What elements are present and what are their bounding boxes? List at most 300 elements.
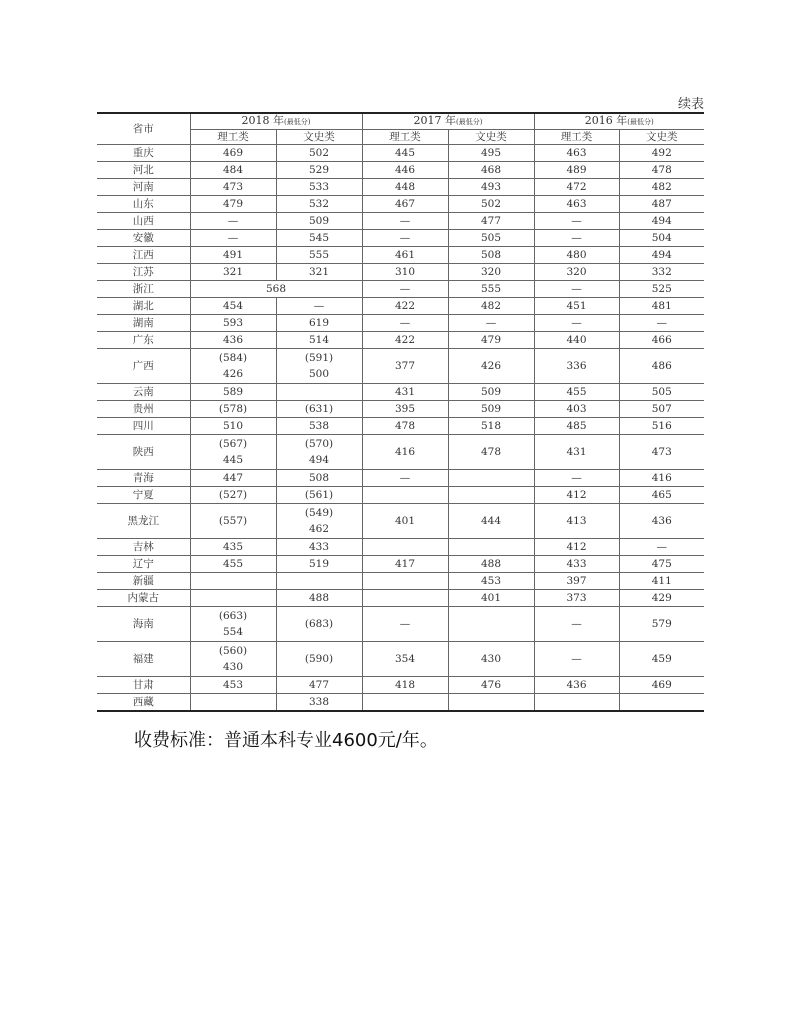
province-cell: 江西 bbox=[97, 247, 190, 264]
province-cell: 江苏 bbox=[97, 264, 190, 281]
score-value: — bbox=[227, 232, 239, 244]
score-cell bbox=[534, 349, 619, 384]
table-row bbox=[97, 179, 704, 196]
score-value: 440 bbox=[566, 334, 587, 346]
merged-score-cell: 568 bbox=[190, 281, 362, 298]
score-cell bbox=[534, 281, 619, 298]
score-value: — bbox=[227, 215, 239, 227]
score-cell bbox=[190, 642, 276, 677]
score-cell bbox=[619, 332, 704, 349]
score-value: 529 bbox=[308, 164, 330, 176]
score-value: 436 bbox=[222, 334, 244, 346]
score-cell bbox=[448, 384, 534, 401]
score-value: 401 bbox=[394, 515, 416, 527]
score-cell bbox=[362, 145, 448, 162]
score-cell bbox=[362, 642, 448, 677]
score-value: 395 bbox=[394, 403, 416, 415]
score-value: — bbox=[485, 317, 497, 329]
score-value: 554 bbox=[222, 626, 244, 638]
score-cell bbox=[362, 504, 448, 539]
score-cell bbox=[276, 418, 362, 435]
category-header-arts: 文史类 bbox=[276, 130, 362, 145]
score-cell bbox=[619, 470, 704, 487]
score-cell bbox=[276, 470, 362, 487]
score-value: 430 bbox=[480, 653, 502, 665]
score-cell bbox=[190, 539, 276, 556]
score-value: 436 bbox=[566, 679, 587, 691]
category-header-sci: 理工类 bbox=[534, 130, 619, 145]
score-value: 505 bbox=[480, 232, 502, 244]
score-value: 321 bbox=[308, 266, 330, 278]
score-value: 469 bbox=[651, 679, 672, 691]
score-value: — bbox=[656, 317, 667, 329]
score-value: 453 bbox=[222, 679, 244, 691]
table-row bbox=[97, 281, 704, 298]
score-cell bbox=[448, 539, 534, 556]
score-value: 401 bbox=[480, 592, 502, 604]
score-value: 455 bbox=[222, 558, 244, 570]
score-cell bbox=[619, 264, 704, 281]
score-cell bbox=[534, 230, 619, 247]
score-cell bbox=[190, 677, 276, 694]
score-cell bbox=[448, 607, 534, 642]
score-value: 433 bbox=[566, 558, 587, 570]
score-cell bbox=[534, 694, 619, 712]
score-cell bbox=[362, 332, 448, 349]
table-row bbox=[97, 487, 704, 504]
score-cell bbox=[448, 401, 534, 418]
score-value: 482 bbox=[480, 300, 502, 312]
continued-table-note: 续表 bbox=[677, 97, 704, 112]
score-cell bbox=[448, 196, 534, 213]
province-cell: 河南 bbox=[97, 179, 190, 196]
province-cell: 吉林 bbox=[97, 539, 190, 556]
score-value: 463 bbox=[566, 198, 587, 210]
score-cell bbox=[619, 487, 704, 504]
score-value: 431 bbox=[394, 386, 416, 398]
score-cell bbox=[534, 145, 619, 162]
province-cell: 青海 bbox=[97, 470, 190, 487]
score-value: 436 bbox=[651, 515, 672, 527]
score-value: — bbox=[571, 215, 582, 227]
score-cell bbox=[362, 401, 448, 418]
score-value: — bbox=[656, 541, 667, 553]
province-cell: 云南 bbox=[97, 384, 190, 401]
score-value: — bbox=[399, 618, 411, 630]
score-cell bbox=[619, 607, 704, 642]
province-cell: 四川 bbox=[97, 418, 190, 435]
score-cell bbox=[190, 504, 276, 539]
score-cell bbox=[190, 401, 276, 418]
score-value: 411 bbox=[651, 575, 672, 587]
score-cell bbox=[619, 247, 704, 264]
score-cell bbox=[190, 556, 276, 573]
score-cell bbox=[448, 332, 534, 349]
score-cell bbox=[619, 281, 704, 298]
province-cell: 辽宁 bbox=[97, 556, 190, 573]
province-cell: 陕西 bbox=[97, 435, 190, 470]
table-row bbox=[97, 145, 704, 162]
score-cell bbox=[448, 487, 534, 504]
score-value: — bbox=[571, 232, 582, 244]
score-value: 593 bbox=[222, 317, 244, 329]
score-value: — bbox=[571, 618, 582, 630]
score-cell bbox=[619, 213, 704, 230]
table-row bbox=[97, 196, 704, 213]
score-value: 508 bbox=[480, 249, 502, 261]
score-cell bbox=[534, 179, 619, 196]
score-cell bbox=[190, 349, 276, 384]
score-value: 485 bbox=[566, 420, 587, 432]
score-value: (631) bbox=[304, 403, 334, 415]
score-cell bbox=[619, 504, 704, 539]
score-value: 484 bbox=[222, 164, 244, 176]
score-value: 481 bbox=[651, 300, 672, 312]
table-row bbox=[97, 435, 704, 470]
score-value: 416 bbox=[651, 472, 672, 484]
table-row bbox=[97, 677, 704, 694]
score-cell bbox=[276, 401, 362, 418]
score-value: 377 bbox=[394, 360, 416, 372]
score-cell bbox=[448, 556, 534, 573]
score-value: — bbox=[399, 472, 411, 484]
score-value: 413 bbox=[566, 515, 587, 527]
score-cell bbox=[362, 435, 448, 470]
score-value: 354 bbox=[394, 653, 416, 665]
score-cell bbox=[190, 694, 276, 712]
score-value: 468 bbox=[480, 164, 502, 176]
score-cell bbox=[362, 247, 448, 264]
score-cell bbox=[190, 487, 276, 504]
score-value: 453 bbox=[480, 575, 502, 587]
score-value: 422 bbox=[394, 300, 416, 312]
province-cell: 河北 bbox=[97, 162, 190, 179]
score-cell bbox=[619, 573, 704, 590]
score-cell bbox=[190, 145, 276, 162]
score-cell bbox=[534, 315, 619, 332]
score-cell bbox=[276, 573, 362, 590]
table-row bbox=[97, 298, 704, 315]
province-cell: 重庆 bbox=[97, 145, 190, 162]
score-cell bbox=[362, 556, 448, 573]
score-value: 467 bbox=[394, 198, 416, 210]
year-header-2018: 2018 年(最低分) bbox=[190, 113, 362, 130]
score-cell bbox=[448, 504, 534, 539]
score-cell bbox=[619, 677, 704, 694]
score-cell bbox=[448, 435, 534, 470]
province-cell: 黑龙江 bbox=[97, 504, 190, 539]
score-cell bbox=[276, 694, 362, 712]
score-cell bbox=[534, 435, 619, 470]
score-value: 480 bbox=[566, 249, 587, 261]
score-cell bbox=[534, 384, 619, 401]
score-value: 514 bbox=[308, 334, 330, 346]
score-value: 509 bbox=[480, 403, 502, 415]
score-value: 418 bbox=[394, 679, 416, 691]
score-cell bbox=[190, 332, 276, 349]
score-value: 500 bbox=[308, 368, 330, 380]
score-cell bbox=[448, 179, 534, 196]
score-value: 473 bbox=[222, 181, 244, 193]
score-cell bbox=[276, 162, 362, 179]
score-cell bbox=[362, 264, 448, 281]
score-value: — bbox=[571, 472, 582, 484]
year-header-2017: 2017 年(最低分) bbox=[362, 113, 534, 130]
score-value: — bbox=[313, 300, 325, 312]
score-value: 426 bbox=[480, 360, 502, 372]
score-value: 338 bbox=[308, 696, 330, 708]
score-cell bbox=[619, 556, 704, 573]
score-value: (570) bbox=[304, 438, 334, 450]
score-cell bbox=[276, 435, 362, 470]
score-cell bbox=[534, 470, 619, 487]
score-cell bbox=[362, 298, 448, 315]
score-value: 320 bbox=[480, 266, 502, 278]
score-value: (683) bbox=[304, 618, 334, 630]
score-value: 510 bbox=[222, 420, 244, 432]
province-cell: 广东 bbox=[97, 332, 190, 349]
score-value: 555 bbox=[308, 249, 330, 261]
score-cell bbox=[190, 196, 276, 213]
score-cell bbox=[534, 162, 619, 179]
score-value: 373 bbox=[566, 592, 587, 604]
score-cell bbox=[190, 435, 276, 470]
score-value: 320 bbox=[566, 266, 587, 278]
score-cell bbox=[190, 607, 276, 642]
score-cell bbox=[276, 349, 362, 384]
score-cell bbox=[190, 213, 276, 230]
score-cell bbox=[619, 230, 704, 247]
score-cell bbox=[276, 556, 362, 573]
score-cell bbox=[276, 607, 362, 642]
score-cell bbox=[362, 470, 448, 487]
score-cell bbox=[534, 247, 619, 264]
score-cell bbox=[448, 470, 534, 487]
header-row-years bbox=[97, 113, 704, 130]
score-value: 416 bbox=[394, 446, 416, 458]
score-cell bbox=[362, 487, 448, 504]
score-value: 429 bbox=[651, 592, 672, 604]
province-cell: 新疆 bbox=[97, 573, 190, 590]
score-value: 504 bbox=[651, 232, 672, 244]
score-value: 433 bbox=[308, 541, 330, 553]
score-value: 494 bbox=[651, 215, 672, 227]
score-cell bbox=[276, 677, 362, 694]
score-cell bbox=[362, 607, 448, 642]
score-value: 538 bbox=[308, 420, 330, 432]
score-value: 403 bbox=[566, 403, 587, 415]
score-value: 505 bbox=[651, 386, 672, 398]
score-cell bbox=[362, 179, 448, 196]
score-value: 494 bbox=[308, 454, 330, 466]
score-value: 321 bbox=[222, 266, 244, 278]
score-cell bbox=[276, 145, 362, 162]
score-value: 479 bbox=[222, 198, 244, 210]
province-cell: 山东 bbox=[97, 196, 190, 213]
score-value: 525 bbox=[651, 283, 672, 295]
score-cell bbox=[534, 298, 619, 315]
score-cell bbox=[276, 487, 362, 504]
province-cell: 内蒙古 bbox=[97, 590, 190, 607]
score-cell bbox=[448, 315, 534, 332]
score-value: 508 bbox=[308, 472, 330, 484]
score-value: 444 bbox=[480, 515, 502, 527]
score-cell bbox=[534, 264, 619, 281]
table-body bbox=[97, 145, 704, 712]
score-value: (584) bbox=[218, 352, 248, 364]
score-value: 487 bbox=[651, 198, 672, 210]
score-value: 589 bbox=[222, 386, 244, 398]
score-cell bbox=[448, 145, 534, 162]
province-cell: 山西 bbox=[97, 213, 190, 230]
score-cell bbox=[190, 179, 276, 196]
category-header-sci: 理工类 bbox=[362, 130, 448, 145]
score-cell bbox=[534, 418, 619, 435]
table-row bbox=[97, 332, 704, 349]
score-value: 507 bbox=[651, 403, 672, 415]
score-cell bbox=[619, 435, 704, 470]
table-row bbox=[97, 694, 704, 712]
province-cell: 海南 bbox=[97, 607, 190, 642]
score-value: (591) bbox=[304, 352, 334, 364]
score-value: 466 bbox=[651, 334, 672, 346]
score-value: 426 bbox=[222, 368, 244, 380]
score-cell bbox=[190, 247, 276, 264]
table-row bbox=[97, 556, 704, 573]
score-cell bbox=[619, 642, 704, 677]
score-cell bbox=[190, 384, 276, 401]
score-cell bbox=[190, 230, 276, 247]
score-cell bbox=[362, 196, 448, 213]
table-row bbox=[97, 349, 704, 384]
score-value: 461 bbox=[394, 249, 416, 261]
table-row bbox=[97, 230, 704, 247]
province-cell: 贵州 bbox=[97, 401, 190, 418]
score-value: 502 bbox=[308, 147, 330, 159]
score-cell bbox=[448, 590, 534, 607]
score-cell bbox=[362, 162, 448, 179]
score-cell bbox=[276, 642, 362, 677]
table-row bbox=[97, 264, 704, 281]
score-value: 455 bbox=[566, 386, 587, 398]
score-value: 477 bbox=[480, 215, 502, 227]
score-value: — bbox=[571, 653, 582, 665]
score-value: 509 bbox=[480, 386, 502, 398]
score-value: 448 bbox=[394, 181, 416, 193]
score-value: 459 bbox=[651, 653, 672, 665]
score-cell bbox=[619, 196, 704, 213]
score-value: 478 bbox=[480, 446, 502, 458]
score-value: — bbox=[571, 317, 582, 329]
score-cell bbox=[362, 694, 448, 712]
score-cell bbox=[362, 539, 448, 556]
province-cell: 甘肃 bbox=[97, 677, 190, 694]
table-row bbox=[97, 642, 704, 677]
score-cell bbox=[362, 349, 448, 384]
score-cell bbox=[448, 642, 534, 677]
score-value: (549) bbox=[304, 507, 334, 519]
score-value: (557) bbox=[218, 515, 248, 527]
score-cell bbox=[534, 539, 619, 556]
score-cell bbox=[448, 298, 534, 315]
score-cell bbox=[276, 590, 362, 607]
score-cell bbox=[276, 298, 362, 315]
province-header: 省市 bbox=[97, 113, 190, 145]
admission-score-table bbox=[97, 112, 704, 712]
score-cell bbox=[448, 162, 534, 179]
province-cell: 广西 bbox=[97, 349, 190, 384]
score-value: 462 bbox=[308, 523, 330, 535]
score-value: 431 bbox=[566, 446, 587, 458]
score-value: 532 bbox=[308, 198, 330, 210]
score-cell bbox=[276, 179, 362, 196]
score-value: 463 bbox=[566, 147, 587, 159]
score-cell bbox=[619, 384, 704, 401]
score-cell bbox=[276, 332, 362, 349]
score-cell bbox=[534, 590, 619, 607]
score-cell bbox=[619, 590, 704, 607]
score-cell bbox=[190, 590, 276, 607]
category-header-sci: 理工类 bbox=[190, 130, 276, 145]
score-cell bbox=[362, 418, 448, 435]
score-cell bbox=[534, 607, 619, 642]
category-header-arts: 文史类 bbox=[448, 130, 534, 145]
score-value: (578) bbox=[218, 403, 248, 415]
score-cell bbox=[362, 677, 448, 694]
score-cell bbox=[534, 556, 619, 573]
score-value: — bbox=[399, 215, 411, 227]
score-value: 519 bbox=[308, 558, 330, 570]
score-cell bbox=[190, 298, 276, 315]
score-cell bbox=[534, 401, 619, 418]
score-cell bbox=[276, 539, 362, 556]
score-cell bbox=[362, 384, 448, 401]
table-row bbox=[97, 384, 704, 401]
score-value: 486 bbox=[651, 360, 672, 372]
score-value: 491 bbox=[222, 249, 244, 261]
province-cell: 湖北 bbox=[97, 298, 190, 315]
score-cell bbox=[619, 145, 704, 162]
province-cell: 福建 bbox=[97, 642, 190, 677]
score-cell bbox=[619, 539, 704, 556]
score-value: 555 bbox=[480, 283, 502, 295]
score-cell bbox=[534, 332, 619, 349]
score-value: 488 bbox=[480, 558, 502, 570]
score-cell bbox=[534, 677, 619, 694]
score-value: 478 bbox=[651, 164, 672, 176]
score-value: 492 bbox=[651, 147, 672, 159]
score-value: 445 bbox=[222, 454, 244, 466]
province-cell: 安徽 bbox=[97, 230, 190, 247]
score-value: 495 bbox=[480, 147, 502, 159]
table-row bbox=[97, 539, 704, 556]
score-value: 430 bbox=[222, 661, 244, 673]
score-value: 336 bbox=[566, 360, 587, 372]
score-value: 516 bbox=[651, 420, 672, 432]
category-header-arts: 文史类 bbox=[619, 130, 704, 145]
score-value: 478 bbox=[394, 420, 416, 432]
score-value: 502 bbox=[480, 198, 502, 210]
table-row bbox=[97, 607, 704, 642]
score-cell bbox=[362, 230, 448, 247]
table-row bbox=[97, 590, 704, 607]
table-row bbox=[97, 162, 704, 179]
score-value: 579 bbox=[651, 618, 672, 630]
score-value: — bbox=[399, 232, 411, 244]
score-value: 447 bbox=[222, 472, 244, 484]
province-cell: 湖南 bbox=[97, 315, 190, 332]
score-cell bbox=[276, 230, 362, 247]
